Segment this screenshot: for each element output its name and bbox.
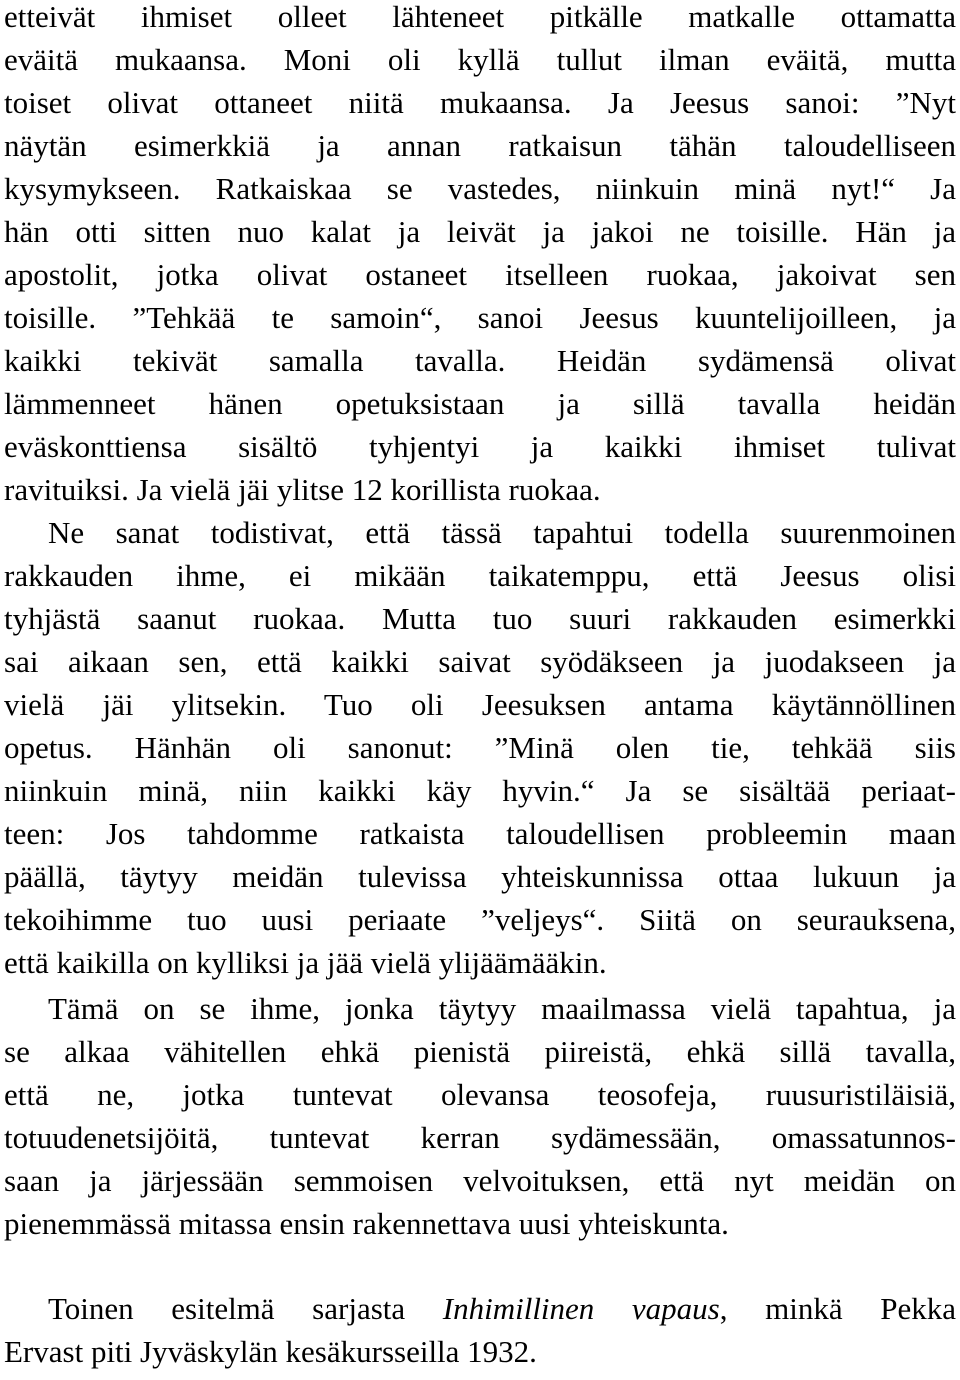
text-line: sai aikaan sen, että kaikki saivat syödäkseen ja juodakseen ja — [4, 644, 956, 679]
text-line: teen: Jos tahdomme ratkaista taloudellisen probleemin maan — [4, 816, 956, 851]
text-line: eväitä mukaansa. Moni oli kyllä tullut ilman eväitä, mutta — [4, 42, 956, 77]
text-line: opetus. Hänhän oli sanonut: ”Minä olen tie, tehkää siis — [4, 730, 956, 765]
text-line: niinkuin minä, niin kaikki käy hyvin.“ Ja se sisältää periaat- — [4, 773, 956, 808]
text-line: rakkauden ihme, ei mikään taikatemppu, että Jeesus olisi — [4, 558, 956, 593]
text-line: vielä jäi ylitsekin. Tuo oli Jeesuksen antama käytännöllinen — [4, 687, 956, 722]
lecture-series-title: Inhimillinen vapaus — [442, 1291, 720, 1326]
text-line: kaikki tekivät samalla tavalla. Heidän sydämensä olivat — [4, 343, 956, 378]
text-line: päällä, täytyy meidän tulevissa yhteiskunnissa ottaa lukuun ja — [4, 859, 956, 894]
source-note-text: Toinen esitelmä sarjasta — [48, 1291, 443, 1326]
text-line: ravituiksi. Ja vielä jäi ylitse 12 korillista ruokaa. — [4, 472, 601, 507]
text-line: tekoihimme tuo uusi periaate ”veljeys“. Siitä on seurauksena, — [4, 902, 956, 937]
text-line: se alkaa vähitellen ehkä pienistä piireistä, ehkä sillä tavalla, — [4, 1034, 956, 1069]
text-line: pienemmässä mitassa ensin rakennettava uusi yhteiskunta. — [4, 1206, 729, 1241]
text-line: tyhjästä saanut ruokaa. Mutta tuo suuri rakkauden esimerkki — [4, 601, 956, 636]
source-note-line — [48, 1287, 956, 1331]
paragraph-first-line: Ne sanat todistivat, että tässä tapahtui todella suurenmoinen — [48, 515, 956, 550]
text-line: että ne, jotka tuntevat olevansa teosofeja, ruusuristiläisiä, — [4, 1077, 956, 1112]
source-note-text: , minkä Pekka — [719, 1291, 956, 1326]
source-note-line: Ervast piti Jyväskylän kesäkursseilla 1932. — [4, 1334, 537, 1369]
text-line: kysymykseen. Ratkaiskaa se vastedes, niinkuin minä nyt!“ Ja — [4, 171, 956, 206]
text-line: hän otti sitten nuo kalat ja leivät ja jakoi ne toisille. Hän ja — [4, 214, 956, 249]
text-line: etteivät ihmiset olleet lähteneet pitkälle matkalle ottamatta — [4, 0, 956, 34]
text-line: totuudenetsijöitä, tuntevat kerran sydämessään, omassatunnos- — [4, 1120, 956, 1155]
text-line: toiset olivat ottaneet niitä mukaansa. Ja Jeesus sanoi: ”Nyt — [4, 85, 956, 120]
text-line: saan ja järjessään semmoisen velvoituksen, että nyt meidän on — [4, 1163, 956, 1198]
paragraph-first-line: Tämä on se ihme, jonka täytyy maailmassa vielä tapahtua, ja — [48, 991, 956, 1026]
text-line: eväskonttiensa sisältö tyhjentyi ja kaikki ihmiset tulivat — [4, 429, 956, 464]
text-line: toisille. ”Tehkää te samoin“, sanoi Jeesus kuuntelijoilleen, ja — [4, 300, 956, 335]
text-line: että kaikilla on kylliksi ja jää vielä ylijäämääkin. — [4, 945, 607, 980]
text-line: näytän esimerkkiä ja annan ratkaisun tähän taloudelliseen — [4, 128, 956, 163]
text-line: lämmenneet hänen opetuksistaan ja sillä tavalla heidän — [4, 386, 956, 421]
text-line: apostolit, jotka olivat ostaneet itselleen ruokaa, jakoivat sen — [4, 257, 956, 292]
